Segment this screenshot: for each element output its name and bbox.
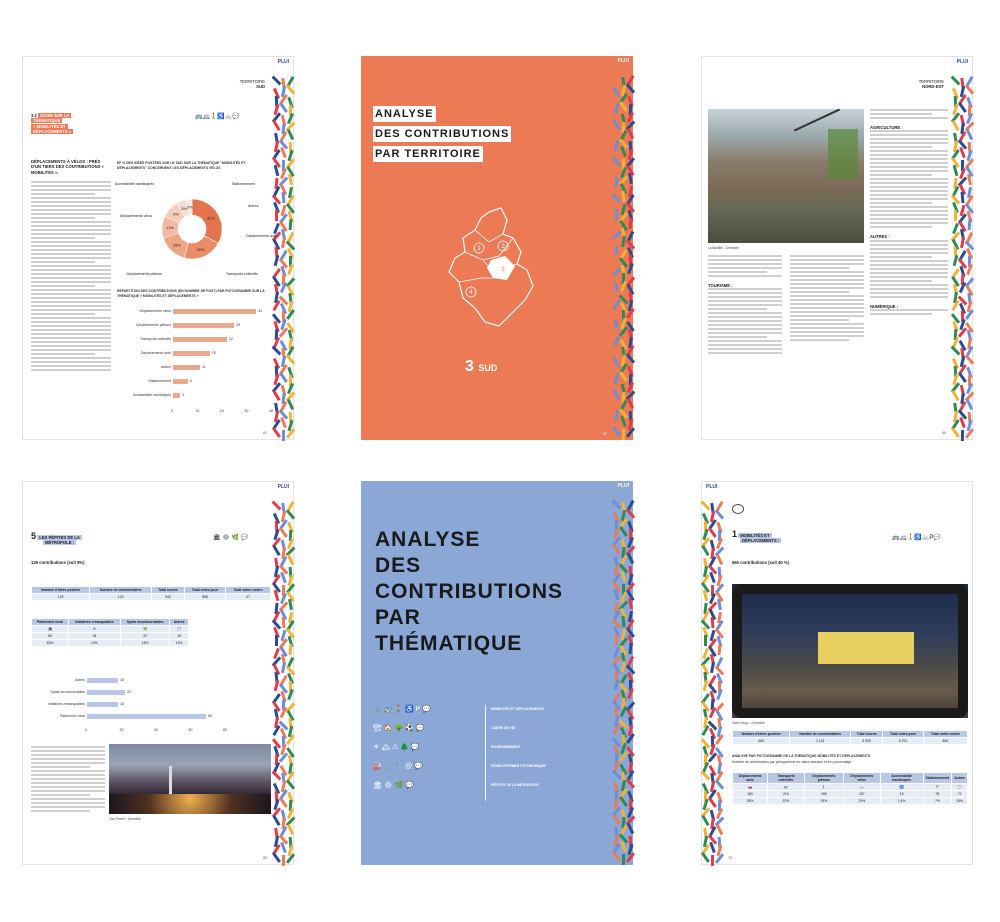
axis-tick-label: 30 — [244, 409, 249, 413]
confetti-piece — [272, 771, 282, 781]
confetti-piece — [272, 852, 281, 863]
table-cell: 22% — [768, 798, 804, 805]
table-cell: 858 — [923, 738, 967, 745]
bar — [173, 323, 234, 328]
confetti-piece — [275, 635, 278, 646]
section-title-line4: DÉPLACEMENTS » — [33, 129, 72, 135]
confetti-piece — [626, 353, 635, 363]
confetti-piece — [965, 354, 974, 364]
confetti-piece — [701, 815, 709, 826]
confetti-piece — [619, 371, 628, 382]
confetti-piece — [282, 855, 285, 866]
confetti-piece — [282, 430, 285, 441]
bar — [87, 678, 118, 683]
lead-title: DÉPLACEMENTS À VÉLOS : PRÈS D'UN TIERS DES CONTRIBUTIONS « MOBILITÉS ». — [31, 159, 104, 175]
theme-economie: DÉVELOPPEMENT ÉCONOMIQUE — [491, 764, 546, 768]
axis-tick-label: 20 — [119, 728, 124, 732]
confetti-piece — [622, 429, 625, 440]
table-cell: 37 — [226, 594, 271, 601]
table-cell: 53% — [32, 640, 69, 647]
axis-tick-label: 20 — [220, 409, 224, 413]
donut-chart — [114, 177, 277, 281]
bar — [173, 309, 256, 314]
metro-logo — [732, 504, 762, 514]
confetti-piece — [612, 119, 620, 130]
confetti-piece — [612, 389, 620, 400]
section-number: 1 — [732, 529, 738, 539]
table-cell: 6 791 — [883, 738, 924, 745]
axis-tick-label: 40 — [154, 728, 158, 732]
theme-list — [491, 707, 601, 802]
confetti-piece — [272, 815, 280, 826]
table-cell: Nombre de commentaires — [90, 587, 152, 594]
bar-value-label: 3 — [182, 393, 185, 397]
photo-bastille — [708, 109, 864, 243]
page-cover-thematique — [361, 481, 633, 865]
table-cell: 898 — [184, 594, 225, 601]
confetti-piece — [708, 797, 717, 808]
bar — [173, 393, 180, 398]
confetti-piece — [958, 102, 967, 113]
confetti-piece — [704, 635, 707, 646]
bar-category-label: Accessibilité handicapés — [132, 393, 171, 397]
confetti-piece — [286, 354, 295, 364]
cover-title-line5: THÉMATIQUE — [375, 632, 523, 655]
table-cell: Déplacements vélos — [844, 773, 881, 784]
confetti-piece — [716, 824, 723, 835]
axis-tick-label: 0 — [171, 409, 173, 413]
map-number-1: 1 — [477, 246, 481, 252]
confetti-piece — [279, 102, 288, 113]
confetti-piece — [612, 345, 622, 355]
confetti-piece — [627, 553, 634, 564]
cover-title-line2: DES CONTRIBUTIONS — [375, 128, 510, 140]
cover-title-line4: PAR — [375, 606, 421, 629]
right-text-column — [870, 109, 948, 431]
map-number-3: 3 — [501, 267, 505, 273]
theme-environnement: ENVIRONNEMENT — [491, 745, 521, 749]
confetti-piece — [951, 76, 961, 86]
theme-icons — [373, 705, 477, 800]
bar-category-label: Déplacements piétons — [136, 323, 171, 327]
bar-value-label: 11 — [201, 365, 206, 369]
confetti-piece — [622, 854, 625, 865]
confetti-piece — [289, 219, 293, 230]
confetti-piece — [287, 824, 294, 835]
mobility-icons: 🚌🚐🚶♿🚲💬 — [195, 114, 240, 120]
table-cell: Total scores — [152, 587, 185, 594]
table-cell: Total votes pour — [184, 587, 225, 594]
confetti-strip — [613, 481, 633, 865]
table-cell: 15 — [880, 791, 923, 798]
table-cell: 15% — [170, 640, 189, 647]
confetti-strip — [273, 482, 293, 864]
table-cell: 19% — [804, 798, 844, 805]
subtitle: 660 contributions (soit 40 %) — [732, 560, 790, 565]
table-cell: 1 132 — [790, 738, 851, 745]
plui-logo: PLUI — [617, 483, 629, 489]
confetti-piece — [961, 430, 964, 441]
cover-title-line1: ANALYSE — [375, 528, 481, 551]
bar — [87, 702, 118, 707]
photo-caption: La Bastille - Grenoble — [708, 246, 739, 250]
table-cell: 72 — [952, 791, 968, 798]
plui-logo: PLUI — [277, 484, 289, 490]
table-cell: 102 — [90, 594, 152, 601]
table-cell: Total votes pour — [883, 731, 924, 738]
confetti-piece — [711, 855, 714, 866]
section-title-line3: « MOBILITÉS ET — [33, 123, 66, 129]
cover-title — [373, 529, 565, 659]
theme-cadre-de-vie: CADRE DE VIE — [491, 726, 516, 730]
table-cell: Nombre d'idées postées — [733, 731, 790, 738]
page-pepites — [22, 481, 294, 865]
confetti-piece — [951, 120, 959, 131]
table-cell: 129 — [32, 594, 90, 601]
summary-table — [732, 730, 968, 745]
confetti-piece — [626, 778, 635, 788]
table-cell: 28% — [733, 798, 768, 805]
bar-category-label: Autres — [74, 678, 85, 682]
table-cell: Accessibilité handicapés — [880, 773, 923, 784]
table-cell: 180 — [733, 791, 768, 798]
photo-caption: Tour Perret - Grenoble — [109, 817, 141, 821]
table-cell: 943 — [152, 594, 185, 601]
territory-name: NORD-EST — [922, 84, 944, 90]
text-column — [31, 746, 105, 856]
confetti-piece — [958, 372, 967, 383]
confetti-piece — [708, 527, 717, 538]
table-cell: 29% — [844, 798, 881, 805]
bar-category-label: Stationnement — [148, 379, 171, 383]
table-cell: 78 — [923, 791, 952, 798]
left-text-column — [31, 159, 111, 429]
confetti-piece — [966, 399, 973, 410]
bar — [173, 351, 210, 356]
confetti-piece — [272, 120, 280, 131]
bar — [173, 365, 200, 370]
confetti-piece — [612, 75, 622, 85]
table-cell: Total scores — [851, 731, 883, 738]
confetti-piece — [626, 508, 635, 518]
confetti-piece — [279, 797, 288, 808]
bar-value-label: 25 — [236, 323, 241, 327]
table-cell: Déplacements auto — [733, 773, 768, 784]
confetti-piece — [612, 426, 621, 437]
analysis-title: ANALYSE PAR PICTOGRAMME DE LA THÉMATIQUE MOBILITÉS ET DÉPLACEMENTS — [732, 754, 871, 758]
section-title-line1: ZOOM SUR LA — [40, 113, 70, 118]
page-mobilites — [701, 481, 973, 865]
confetti-piece — [701, 852, 710, 863]
territory-map — [441, 204, 551, 334]
icons-row-cadre: 🏗 🏠 🌳 ⚽ 💬 — [373, 725, 425, 732]
donut-pct-label: 3% — [186, 204, 193, 210]
confetti-piece — [718, 644, 722, 655]
table-cell: Patrimoine local — [32, 619, 69, 626]
theme-pepites: PÉPITES DE LA MÉTROPOLE — [491, 783, 539, 787]
cover-title-line3: PAR TERRITOIRE — [375, 148, 481, 160]
confetti-piece — [612, 544, 620, 555]
table-cell: Stationnement — [923, 773, 952, 784]
confetti-piece — [286, 779, 295, 789]
table-cell: Déplacements piétons — [804, 773, 844, 784]
heading-numerique: NUMÉRIQUE : — [870, 303, 899, 309]
confetti-piece — [615, 634, 618, 645]
donut-category-label: Autres — [248, 204, 259, 208]
confetti-piece — [615, 209, 618, 220]
confetti-piece — [951, 390, 959, 401]
confetti-piece — [627, 398, 634, 409]
confetti-piece — [966, 129, 973, 140]
donut-pct-label: 5% — [181, 206, 187, 211]
chapter-name: SUD — [478, 363, 498, 373]
bar-chart-sud — [117, 309, 277, 429]
table-cell: Total votes contre — [226, 587, 271, 594]
territory-label: TERRITOIRE — [239, 79, 265, 84]
confetti-piece — [627, 823, 634, 834]
map-number-2: 2 — [501, 244, 505, 250]
theme-mobilites: MOBILITÉS ET DÉPLACEMENTS — [491, 707, 544, 711]
table-cell: 18 — [68, 633, 120, 640]
plui-logo: PLUI — [617, 58, 629, 64]
confetti-piece — [612, 814, 620, 825]
confetti-piece — [627, 128, 634, 139]
photo-victor-hugo — [732, 584, 968, 718]
confetti-piece — [287, 399, 294, 410]
section-title-line1: MOBILITÉS ET — [740, 533, 770, 538]
confetti-piece — [287, 554, 294, 565]
bar-value-label: 34 — [258, 309, 263, 313]
cover-title-line3: CONTRIBUTIONS — [375, 580, 563, 603]
confetti-piece — [629, 643, 633, 654]
page-number: 61 — [263, 431, 267, 435]
territory-header — [919, 79, 944, 90]
confetti-piece — [272, 501, 282, 511]
table-cell: 18 — [170, 633, 189, 640]
chapter-label — [465, 358, 497, 376]
confetti-piece — [275, 210, 278, 221]
confetti-piece — [626, 83, 635, 93]
confetti-piece — [286, 509, 295, 519]
confetti-piece — [279, 372, 288, 383]
mobility-icons: 🚌🚐🚶♿🚲P💬 — [892, 535, 941, 541]
confetti-piece — [272, 545, 280, 556]
confetti-piece — [612, 500, 622, 510]
icons-row-mobilites: 🚲 🚌 🚶 ♿ P 💬 — [373, 706, 431, 713]
table-cell: Total votes contre — [923, 731, 967, 738]
donut-category-label: Transports collectifs — [226, 272, 258, 276]
confetti-piece — [619, 101, 628, 112]
bar — [87, 690, 125, 695]
confetti-piece — [289, 644, 293, 655]
analysis-subtitle: Nombre de contributions par pictogramme en valeur absolue et en pourcentage — [732, 760, 852, 764]
confetti-piece — [701, 501, 711, 511]
bar-value-label: 18 — [120, 678, 124, 682]
confetti-piece — [715, 509, 724, 519]
section-title — [732, 529, 781, 544]
table-cell: 18% — [120, 640, 169, 647]
confetti-piece — [279, 527, 288, 538]
heading-agriculture: AGRICULTURE : — [870, 125, 903, 130]
confetti-piece — [701, 771, 711, 781]
confetti-piece — [287, 129, 294, 140]
confetti-piece — [968, 219, 972, 230]
plui-logo: PLUI — [956, 59, 968, 65]
table-cell: Nombre d'idées postées — [32, 587, 90, 594]
donut-category-label: Déplacements piétons — [126, 272, 162, 276]
table-cell: Autres — [952, 773, 968, 784]
donut-category-label: Accessibilité handicapés — [114, 182, 154, 186]
page-number: 69 — [942, 431, 946, 435]
territory-label: TERRITOIRE — [918, 79, 944, 84]
confetti-piece — [272, 76, 282, 86]
table-cell: Nombre de commentaires — [790, 731, 851, 738]
bar-value-label: 22 — [228, 337, 233, 341]
confetti-piece — [954, 210, 957, 221]
donut-pct-label: 20% — [196, 246, 205, 252]
territory-header — [240, 79, 265, 90]
bar-category-label: Déplacements auto — [140, 351, 171, 355]
table-cell: 660 — [733, 738, 790, 745]
confetti-piece — [715, 779, 724, 789]
section-title-line1: LES PÉPITES DE LA — [39, 535, 80, 540]
confetti-piece — [965, 84, 974, 94]
bars-title: RÉPARTITION DES CONTRIBUTIONS (EN NOMBRE DE POST) PAR PICTOGRAMME SUR LA THÉMATIQUE « MOBILITÉS ET DÉPLACEMENTS » — [117, 289, 265, 298]
map-number-4: 4 — [469, 290, 473, 296]
confetti-strip — [613, 56, 633, 440]
donut-pct-label: 11% — [166, 225, 174, 230]
cover-title-line2: DES — [375, 554, 422, 577]
table-cell: 185 — [804, 791, 844, 798]
section-title-line2: THÉMATIQUE — [33, 118, 61, 124]
photo-tour-perret — [109, 744, 271, 814]
confetti-piece — [619, 526, 628, 537]
table-cell: 215 — [768, 791, 804, 798]
summary-table — [31, 586, 271, 601]
table-cell: 22 — [120, 633, 169, 640]
table-cell: Initiatives remarquables — [68, 619, 120, 626]
table-cell: 7% — [923, 798, 952, 805]
bar — [87, 714, 206, 719]
page-territoire-sud-zoom — [22, 56, 294, 440]
table-cell: Transports collectifs — [768, 773, 804, 784]
icons-row-pepites: 🏛 ✳ 🌿 💬 — [373, 782, 415, 789]
page-number: 57 — [603, 432, 607, 436]
page-cover-territoire — [361, 56, 633, 440]
bar-value-label: 18 — [120, 702, 124, 706]
bar-value-label: 69 — [208, 714, 212, 718]
confetti-piece — [612, 851, 621, 862]
confetti-piece — [629, 218, 633, 229]
axis-tick-label: 60 — [188, 728, 193, 732]
bar-chart-pepites — [31, 678, 231, 730]
section-title-line2: DÉPLACEMENTS : — [742, 538, 780, 544]
confetti-piece — [951, 346, 961, 356]
donut-category-label: Stationnement — [232, 182, 256, 186]
heading-tourisme: TOURISME : — [708, 283, 733, 288]
donut-pct-label: 9% — [172, 211, 179, 217]
left-text-block — [708, 255, 864, 431]
territory-name: SUD — [256, 84, 265, 90]
bar-category-label: Spots incontournables — [50, 690, 85, 694]
confetti-piece — [286, 84, 295, 94]
donut-category-label: Déplacements vélos — [119, 214, 152, 218]
bar-value-label: 6 — [189, 379, 192, 383]
page-number: 89 — [263, 856, 267, 860]
confetti-strip — [952, 57, 972, 439]
donut-slice — [192, 199, 222, 243]
plui-logo: PLUI — [706, 484, 718, 490]
bar-value-label: 22 — [126, 690, 131, 694]
table-cell: Autres — [170, 619, 189, 626]
pepites-icons: 🏛 ✳ 🌿 💬 — [213, 535, 249, 541]
plui-logo: PLUI — [277, 59, 289, 65]
confetti-piece — [701, 545, 709, 556]
axis-tick-label: 10 — [195, 409, 200, 413]
table-cell: Spots incontournables — [120, 619, 169, 626]
axis-tick-label: 40 — [269, 409, 273, 413]
confetti-piece — [619, 796, 628, 807]
table-cell: 69 — [32, 633, 69, 640]
section-title — [31, 113, 115, 135]
confetti-strip — [702, 482, 722, 864]
bar-value-label: 15 — [211, 351, 216, 355]
donut-pct-label: 15% — [172, 242, 181, 248]
bar-category-label: Patrimoine local — [60, 714, 85, 718]
subtitle: 129 contributions (soit 8%) — [31, 560, 85, 565]
cover-title — [373, 106, 511, 166]
bar-category-label: Transports collectifs — [140, 337, 171, 341]
picto-table: Patrimoine local Initiatives remarquables Spots incontournables Autres 🏛 ✳ 🌿 💬 69 18 22 18 53% 14% 18% 15% — [31, 618, 189, 647]
confetti-piece — [612, 770, 622, 780]
divider — [485, 705, 486, 801]
confetti-piece — [716, 554, 723, 565]
heading-autres: AUTRES : — [870, 234, 890, 240]
section-number: 5 — [31, 531, 37, 541]
table-cell: 14% — [68, 640, 120, 647]
table-cell: 5 592 — [851, 738, 883, 745]
donut-category-label: Déplacements auto — [246, 234, 277, 238]
donut-pct-label: 31% — [206, 215, 215, 221]
section-title-line2: MÉTROPOLE : — [45, 540, 75, 546]
table-cell: 1,5% — [880, 798, 923, 805]
table-cell: 287 — [844, 791, 881, 798]
icons-row-environnement: ☀ 🏔 ⚠ 🌲 💬 — [373, 744, 420, 751]
section-number: 3.2 — [31, 113, 37, 118]
bar — [173, 337, 227, 342]
bar-category-label: Déplacements vélos — [139, 309, 171, 313]
cover-title-line1: ANALYSE — [375, 108, 434, 120]
page-number: 76 — [728, 856, 732, 860]
chapter-number: 3 — [465, 358, 474, 375]
page-territoire-nord-est — [701, 56, 973, 440]
photo-caption: Victor Hugo - Grenoble — [732, 721, 765, 725]
section-title — [31, 531, 82, 546]
picto-table: Déplacements auto Transports collectifs Déplacements piétons Déplacements vélos Accessibilité handicapés Stationnement Autres 🚗 🚌 🚶 🚲 ♿ P 💬 180 215 185 287 15 78 72 28% 22% 19% 29% 1,5% 7% 15% — [732, 772, 968, 805]
bar-category-label: Autres — [160, 365, 171, 369]
donut-title: EF % DES IDÉES POSTÉES SUR LE SUD SUR LA THÉMATIQUE "MOBILITÉS ET DÉPLACEMENTS" CONCERNENT LES DÉPLACEMENTS VÉLOS — [117, 161, 246, 170]
table-cell: 15% — [952, 798, 968, 805]
icons-row-economie: 🏭 🛒 🔧 @ 💬 — [373, 763, 423, 770]
bar-category-label: Initiatives remarquables — [48, 702, 85, 706]
axis-tick-label: 80 — [223, 728, 227, 732]
axis-tick-label: 0 — [85, 728, 87, 732]
confetti-piece — [951, 427, 960, 438]
bar — [173, 379, 188, 384]
